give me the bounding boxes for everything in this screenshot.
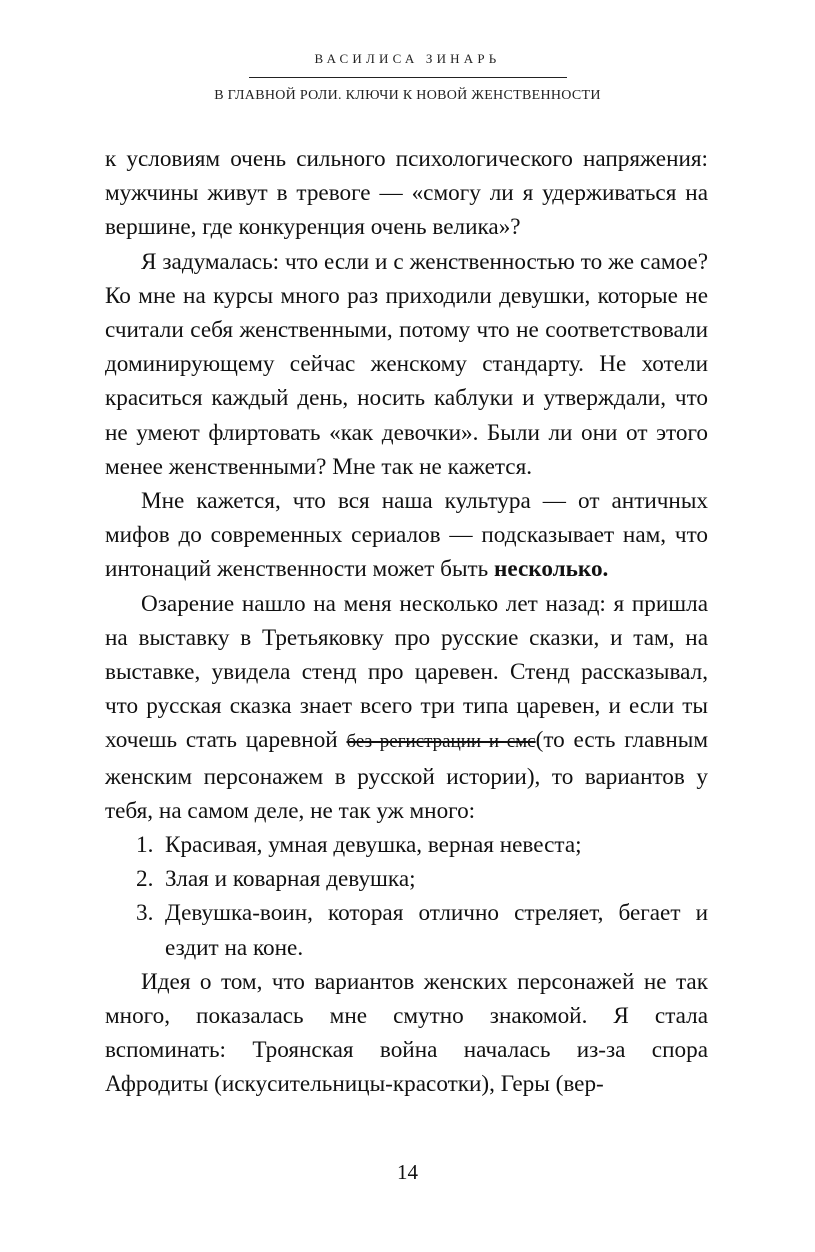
- list-item: [105, 896, 708, 964]
- header-divider: [249, 77, 567, 78]
- paragraph: [105, 587, 708, 828]
- numbered-list: [105, 828, 708, 965]
- list-number: 3.: [136, 900, 154, 927]
- list-item: [105, 862, 708, 896]
- paragraph-text: Озарение нашло на меня несколько лет назад: я пришла на выставку в Третьяковку про русские сказки, и там, на выставке, увидела стенд про царевен. Стенд рассказывал, что русская сказка знает всего три типа царевен, и если ты хочешь стать царевной: [105, 590, 708, 754]
- list-item: [105, 828, 708, 862]
- list-item-text: Злая и коварная девушка;: [165, 866, 416, 893]
- paragraph-text: Мне кажется, что вся наша культура — от античных мифов до современных сериалов — подсказывает нам, что интонаций женственности может быть: [105, 488, 708, 583]
- bold-emphasis: несколько.: [494, 556, 609, 583]
- book-title: В ГЛАВНОЙ РОЛИ. КЛЮЧИ К НОВОЙ ЖЕНСТВЕННОСТИ: [214, 88, 601, 103]
- list-number: 1.: [136, 832, 154, 859]
- paragraph: к условиям очень сильного психологического напряжения: мужчины живут в тревоге — «смогу ли я удерживаться на вершине, где конкуренция очень велика»?: [105, 146, 708, 241]
- running-header: [0, 50, 815, 105]
- paragraph: Идея о том, что вариантов женских персонажей не так много, показалась мне смутно знакомой. Я стала вспоминать: Троянская война началась из-за спора Афродиты (искусительницы-красотки), Геры (вер-: [105, 968, 708, 1098]
- paragraph: [105, 484, 708, 587]
- paragraph-text: (то есть главным женским персонажем в русской истории), то вариантов у тебя, на самом деле, не так уж много:: [105, 727, 708, 824]
- list-item-text: Красивая, умная девушка, верная невеста;: [165, 832, 582, 859]
- author-name: ВАСИЛИСА ЗИНАРЬ: [314, 51, 501, 66]
- list-number: 2.: [136, 866, 154, 893]
- page-number: 14: [397, 1160, 418, 1184]
- page-body: [105, 142, 708, 1102]
- paragraph: Я задумалась: что если и с женственностью то же самое? Ко мне на курсы много раз приходили девушки, которые не считали себя женственными, потому что не соответствовали доминирующему сейчас женскому стандарту. Не хотели краситься каждый день, носить каблуки и утверждали, что не умеют флиртовать «как девочки». Были ли они от этого менее женственными? Мне так не кажется.: [105, 248, 708, 480]
- strikethrough-text: без регистрации и смс: [346, 731, 536, 753]
- list-item-text: Девушка-воин, которая отлично стреляет, бегает и ездит на коне.: [165, 900, 708, 961]
